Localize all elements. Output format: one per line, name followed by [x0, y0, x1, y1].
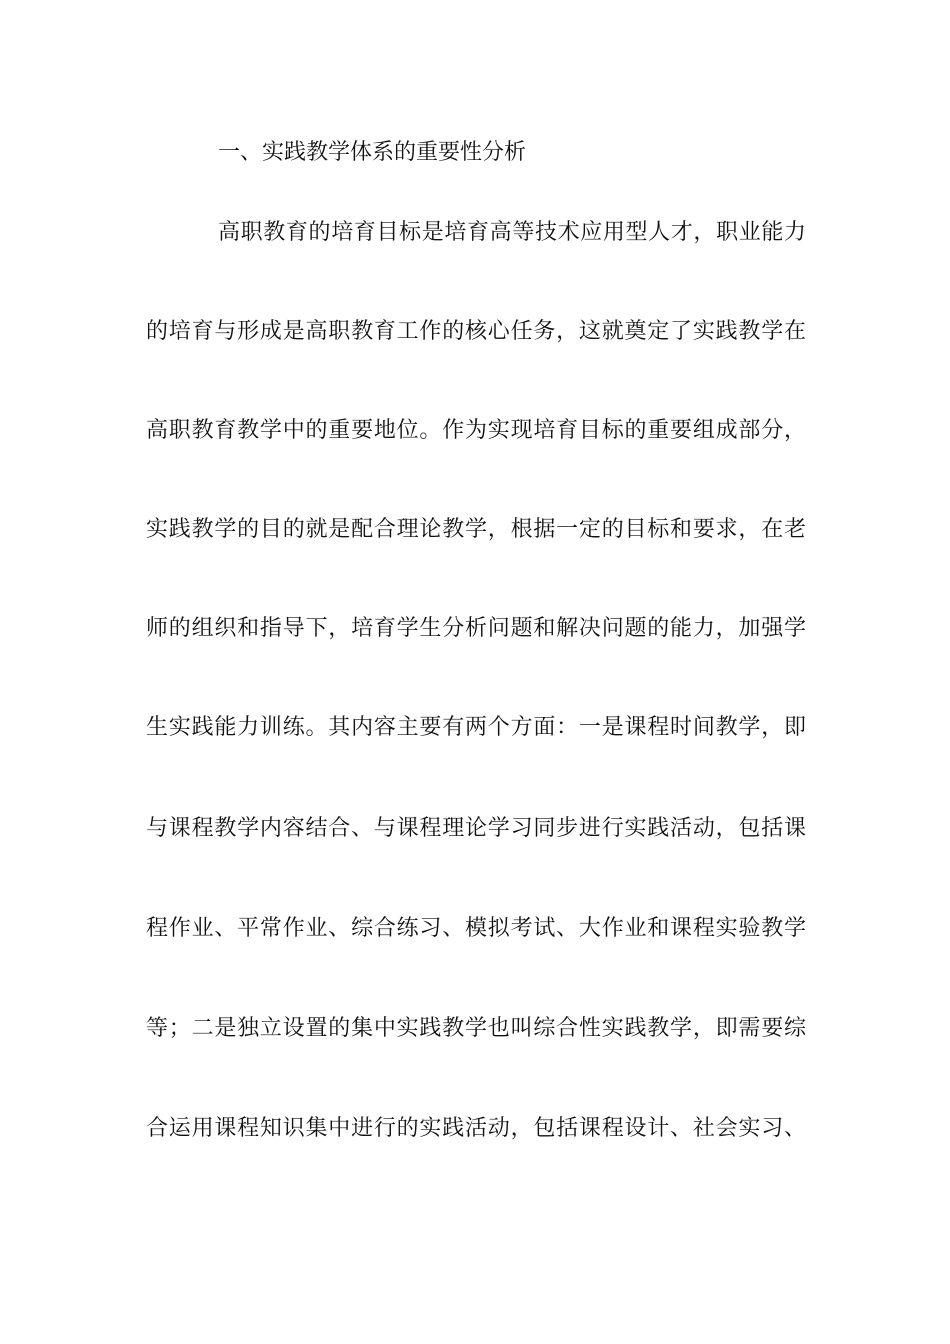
paragraph-line-10: 合运用课程知识集中进行的实践活动，包括课程设计、社会实习、 — [146, 1116, 806, 1141]
paragraph-line-3: 高职教育教学中的重要地位。作为实现培育目标的重要组成部分， — [146, 418, 806, 443]
paragraph-line-8: 程作业、平常作业、综合练习、模拟考试、大作业和课程实验教学 — [146, 916, 806, 941]
paragraph-line-5: 师的组织和指导下，培育学生分析问题和解决问题的能力，加强学 — [146, 616, 806, 641]
paragraph-line-4: 实践教学的目的就是配合理论教学，根据一定的目标和要求，在老 — [146, 517, 806, 542]
section-heading: 一、实践教学体系的重要性分析 — [218, 140, 527, 165]
paragraph-line-7: 与课程教学内容结合、与课程理论学习同步进行实践活动，包括课 — [146, 816, 806, 841]
paragraph-line-2: 的培育与形成是高职教育工作的核心任务，这就奠定了实践教学在 — [146, 319, 806, 344]
paragraph-line-9: 等；二是独立设置的集中实践教学也叫综合性实践教学，即需要综 — [146, 1016, 806, 1041]
paragraph-line-6: 生实践能力训练。其内容主要有两个方面：一是课程时间教学，即 — [146, 715, 806, 740]
paragraph-line-1: 高职教育的培育目标是培育高等技术应用型人才，职业能力 — [218, 220, 806, 245]
